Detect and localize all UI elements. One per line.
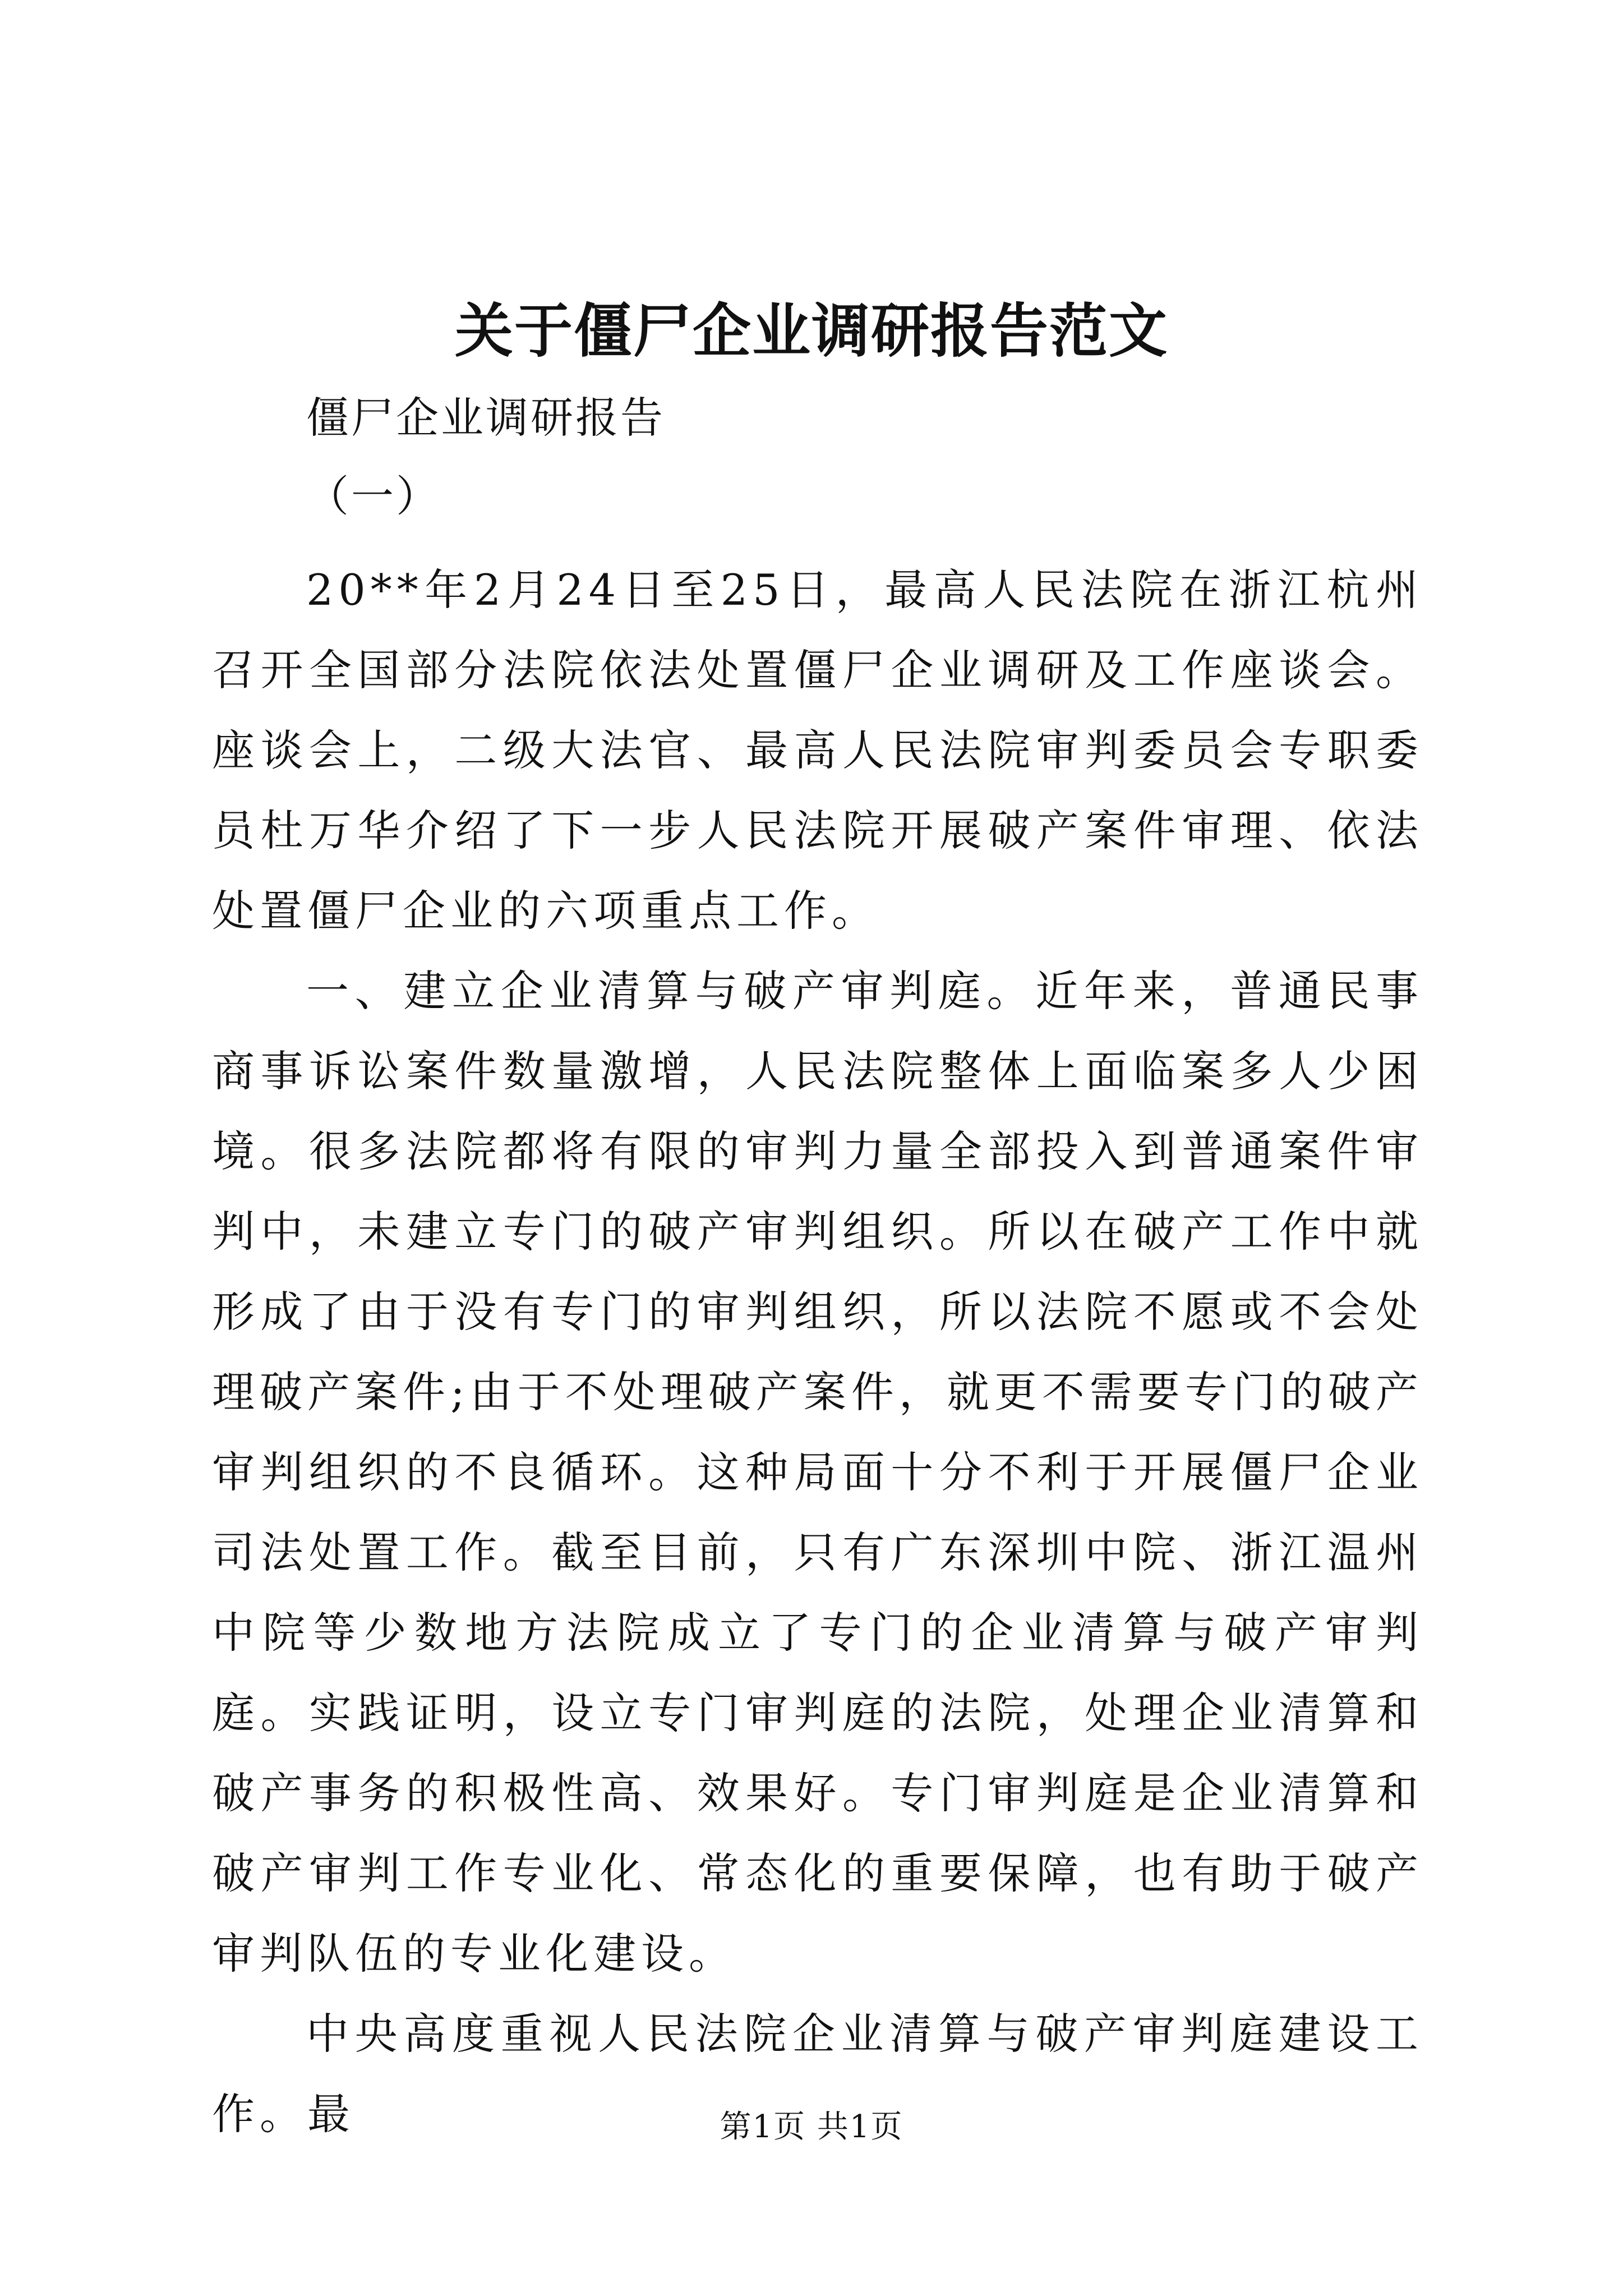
page-footer: 第1页 共1页 [720, 2109, 903, 2145]
document-title: 关于僵尸企业调研报告范文 [454, 296, 1168, 365]
document-body [212, 550, 1423, 2154]
paragraph: 中央高度重视人民法院企业清算与破产审判庭建设工作。最 [212, 2009, 1423, 2139]
paragraph: 20**年2月24日至25日，最高人民法院在浙江杭州召开全国部分法院依法处置僵尸企业调研及工作座谈会。座谈会上，二级大法官、最高人民法院审判委员会专职委员杜万华介绍了下一步人民法院开展破产案件审理、依法处置僵尸企业的六项重点工作。 [212, 565, 1423, 936]
document-subtitle: 僵尸企业调研报告 [306, 393, 665, 443]
section-number: （一） [306, 471, 441, 521]
paragraph: 一、建立企业清算与破产审判庭。近年来，普通民事商事诉讼案件数量激增，人民法院整体上面临案多人少困境。很多法院都将有限的审判力量全部投入到普通案件审判中，未建立专门的破产审判组织。所以在破产工作中就形成了由于没有专门的审判组织，所以法院不愿或不会处理破产案件;由于不处理破产案件，就更不需要专门的破产审判组织的不良循环。这种局面十分不利于开展僵尸企业司法处置工作。截至目前，只有广东深圳中院、浙江温州中院等少数地方法院成立了专门的企业清算与破产审判庭。实践证明，设立专门审判庭的法院，处理企业清算和破产事务的积极性高、效果好。专门审判庭是企业清算和破产审判工作专业化、常态化的重要保障，也有助于破产审判队伍的专业化建设。 [212, 966, 1423, 1978]
